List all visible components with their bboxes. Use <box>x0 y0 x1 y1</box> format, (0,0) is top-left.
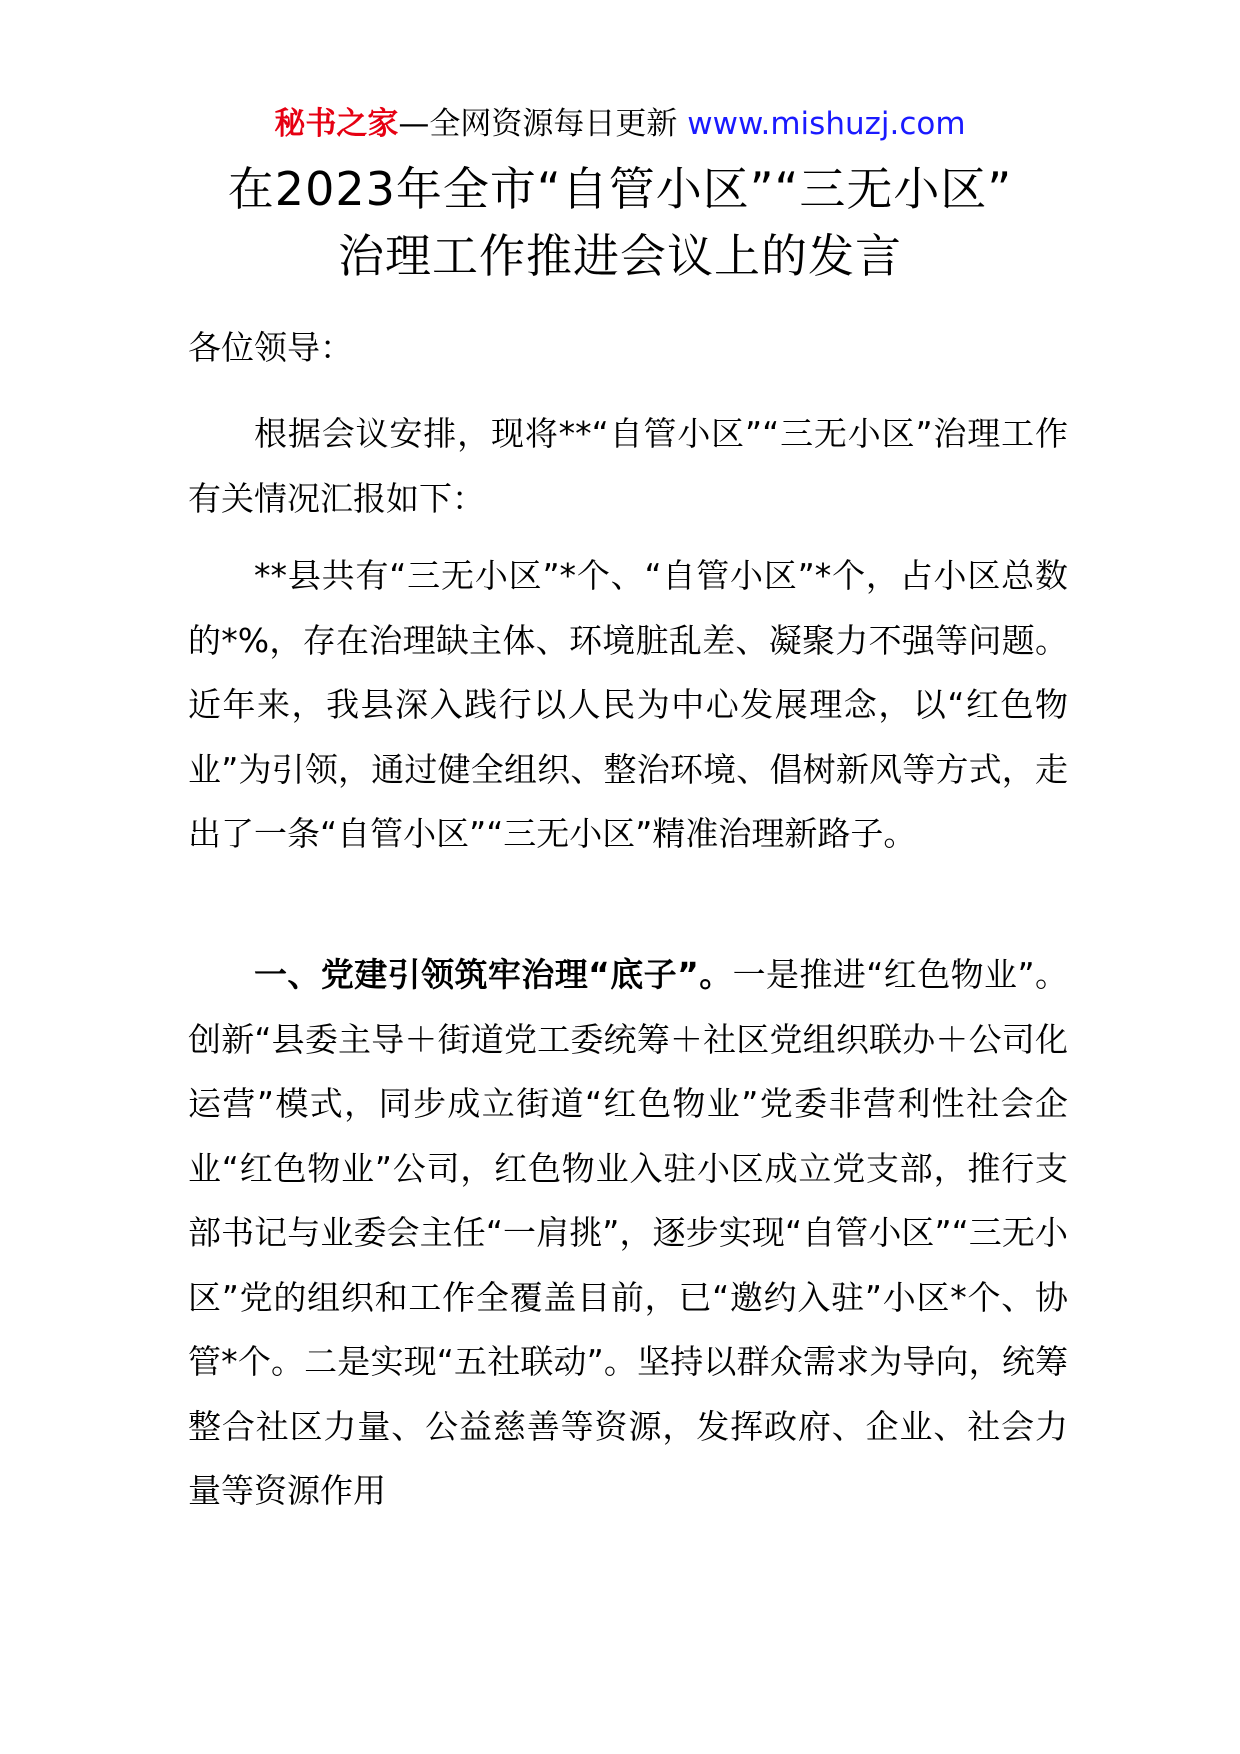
section-one-body: 一是推进“红色物业”。创新“县委主导＋街道党工委统筹＋社区党组织联办＋公司化运营”模式，同步成立街道“红色物业”党委非营利性社会企业“红色物业”公司，红色物业入驻小区成立党支部，推行支部书记与业委会主任“一肩挑”，逐步实现“自管小区”“三无小区”党的组织和工作全覆盖目前，已“邀约入驻”小区*个、协管*个。二是实现“五社联动”。坚持以群众需求为导向，统筹整合社区力量、公益慈善等资源，发挥政府、企业、社会力量等资源作用 <box>188 955 1068 1510</box>
site-header <box>0 102 1240 146</box>
site-url-link[interactable]: www.mishuzj.com <box>687 106 966 142</box>
site-brand: 秘书之家 <box>274 106 399 142</box>
paragraph-intro: 根据会议安排，现将**“自管小区”“三无小区”治理工作有关情况汇报如下： <box>188 414 1068 518</box>
document-title-line-2: 治理工作推进会议上的发言 <box>338 229 902 283</box>
site-tagline: —全网资源每日更新 <box>398 106 678 142</box>
salutation: 各位领导： <box>188 328 353 367</box>
section-one-heading: 一、党建引领筑牢治理“底子”。 <box>254 955 733 994</box>
document-title-line-1: 在2023年全市“自管小区”“三无小区” <box>227 162 1013 216</box>
paragraph-overview: **县共有“三无小区”*个、“自管小区”*个，占小区总数的*%，存在治理缺主体、环境脏乱差、凝聚力不强等问题。近年来，我县深入践行以人民为中心发展理念，以“红色物业”为引领，通过健全组织、整治环境、倡树新风等方式，走出了一条“自管小区”“三无小区”精准治理新路子。 <box>188 556 1068 853</box>
paragraph-section-one <box>188 943 1068 1524</box>
